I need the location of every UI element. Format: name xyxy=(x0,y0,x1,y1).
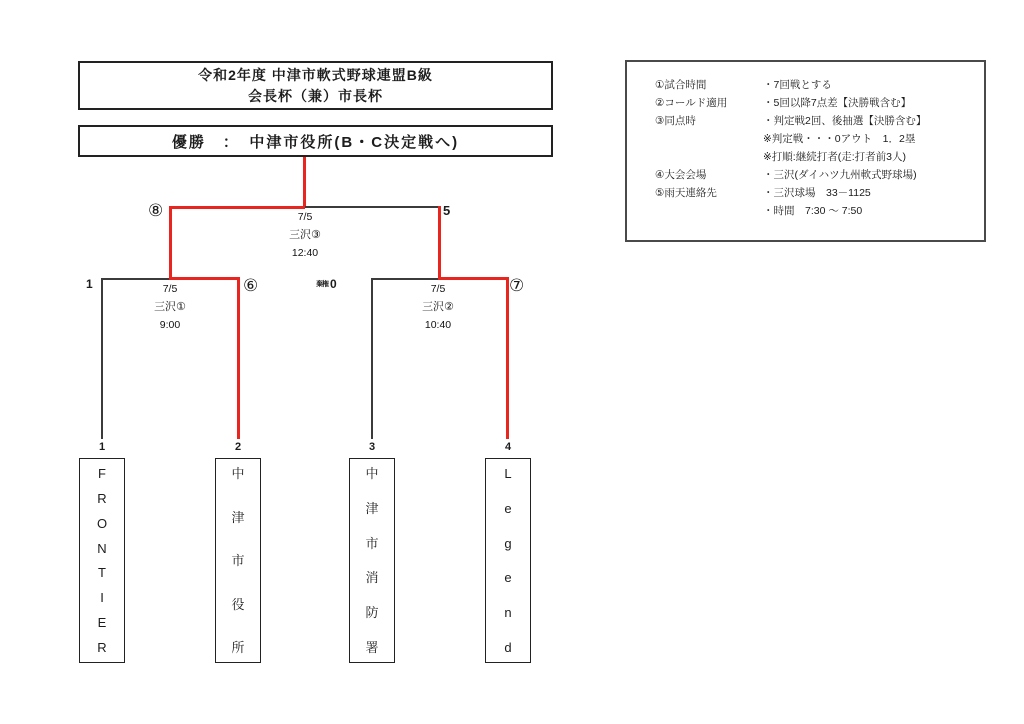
info-value: ・三沢(ダイハツ九州軟式野球場) xyxy=(763,169,917,181)
team1-connector xyxy=(101,278,103,439)
team-name-char: L xyxy=(504,466,512,481)
final-right-score: 5 xyxy=(443,203,451,218)
team-name-char: 所 xyxy=(231,640,245,655)
info-label: ③同点時 xyxy=(655,115,696,127)
team2-connector-winner xyxy=(237,277,240,439)
info-row-tie xyxy=(655,112,984,130)
semi2-match-label xyxy=(388,280,488,334)
semi2-venue: 三沢② xyxy=(422,301,454,313)
final-time: 12:40 xyxy=(291,247,319,259)
semi1-date: 7/5 xyxy=(162,283,178,295)
team-name-char: F xyxy=(98,466,106,481)
semi2-date: 7/5 xyxy=(430,283,446,295)
team-box-nakatsu-shobosho xyxy=(349,458,395,663)
team4-seed: 4 xyxy=(504,441,512,453)
team-name-char: e xyxy=(504,570,512,586)
team-name-char: d xyxy=(504,639,512,655)
final-left-score: ⑧ xyxy=(148,201,164,220)
info-value: ・時間 7:30 ～ 7:50 xyxy=(763,205,863,217)
team-name-char: 中 xyxy=(365,466,379,481)
team-name-char: 役 xyxy=(231,596,245,612)
team-name-char: 津 xyxy=(365,500,379,516)
tournament-title-line1: 令和2年度 中津市軟式野球連盟B級 xyxy=(198,66,433,83)
semi2-left-score: 0 xyxy=(330,277,337,291)
info-value: ・三沢球場 33－1125 xyxy=(763,187,871,199)
info-value: ・判定戦2回、後抽選【決勝含む】 xyxy=(763,115,927,127)
semi1-time: 9:00 xyxy=(159,319,181,331)
team2-seed: 2 xyxy=(234,441,242,453)
team-name-char: 津 xyxy=(231,509,245,525)
team-name-char: g xyxy=(504,535,512,551)
semi2-left-score-group xyxy=(316,277,337,291)
info-label xyxy=(655,202,763,220)
info-label xyxy=(655,130,763,148)
team3-connector xyxy=(371,278,373,439)
champion-box xyxy=(78,125,553,157)
champion-label: 優勝 ： 中津市役所(B・C決定戦へ) xyxy=(171,133,460,151)
semi2-time: 10:40 xyxy=(424,319,452,331)
team-name-char: R xyxy=(97,639,107,655)
team-box-frontier xyxy=(79,458,125,663)
semi2-right-score: ⑦ xyxy=(509,276,525,295)
info-row-game-time xyxy=(655,76,984,94)
team-name-char: 中 xyxy=(231,466,245,481)
final-winner-connector xyxy=(303,157,306,207)
semi1-venue: 三沢① xyxy=(154,301,186,313)
semi1-left-score: 1 xyxy=(86,277,93,291)
info-row-called-game xyxy=(655,94,984,112)
info-value: ・5回以降7点差【決勝戦含む】 xyxy=(763,97,912,109)
finalist-left-connector xyxy=(169,206,172,280)
info-label: ②コールド適用 xyxy=(655,97,728,109)
info-value: ※打順:継続打者(走:打者前3人) xyxy=(763,151,906,163)
info-label: ①試合時間 xyxy=(655,79,707,91)
semi2-left-score-note: 棄権 xyxy=(316,281,328,288)
tournament-title-line2: 会長杯（兼）市長杯 xyxy=(248,87,383,104)
finalist-right-connector xyxy=(438,206,441,280)
team-name-char: T xyxy=(98,565,106,581)
semi1-match-label xyxy=(120,280,220,334)
info-row-tiebreak-note2 xyxy=(655,148,984,166)
team-name-char: 消 xyxy=(365,570,379,586)
info-value: ・7回戦とする xyxy=(763,79,832,91)
rules-info-box xyxy=(625,60,986,242)
team-name-char: N xyxy=(97,540,107,556)
team1-seed: 1 xyxy=(98,441,106,453)
team-name-char: E xyxy=(97,615,107,631)
info-label: ④大会会場 xyxy=(655,169,707,181)
final-venue: 三沢③ xyxy=(289,229,321,241)
semi1-right-score: ⑥ xyxy=(243,276,259,295)
team-name-char: I xyxy=(100,590,104,606)
team-name-char: 署 xyxy=(365,639,379,655)
team-box-nakatsu-shiyakusho xyxy=(215,458,261,663)
team-name-char: 防 xyxy=(365,605,379,621)
team-name-char: 市 xyxy=(365,535,379,551)
info-label xyxy=(655,148,763,166)
final-date: 7/5 xyxy=(297,211,313,223)
info-row-venue xyxy=(655,166,984,184)
team-box-legend xyxy=(485,458,531,663)
info-value: ※判定戦・・・0アウト 1．2塁 xyxy=(763,133,916,145)
info-label: ⑤雨天連絡先 xyxy=(655,187,717,199)
team-name-char: 市 xyxy=(231,553,245,568)
team-name-char: O xyxy=(96,515,108,531)
info-row-rain-time xyxy=(655,202,984,220)
team-name-char: R xyxy=(97,490,107,506)
info-row-tiebreak-note1 xyxy=(655,130,984,148)
team-name-char: n xyxy=(504,605,512,621)
team4-connector-winner xyxy=(506,277,509,439)
team-name-char: e xyxy=(504,500,512,516)
team3-seed: 3 xyxy=(368,441,376,453)
final-match-label xyxy=(255,208,355,262)
info-row-rain-contact xyxy=(655,184,984,202)
tournament-title-box xyxy=(78,61,553,110)
